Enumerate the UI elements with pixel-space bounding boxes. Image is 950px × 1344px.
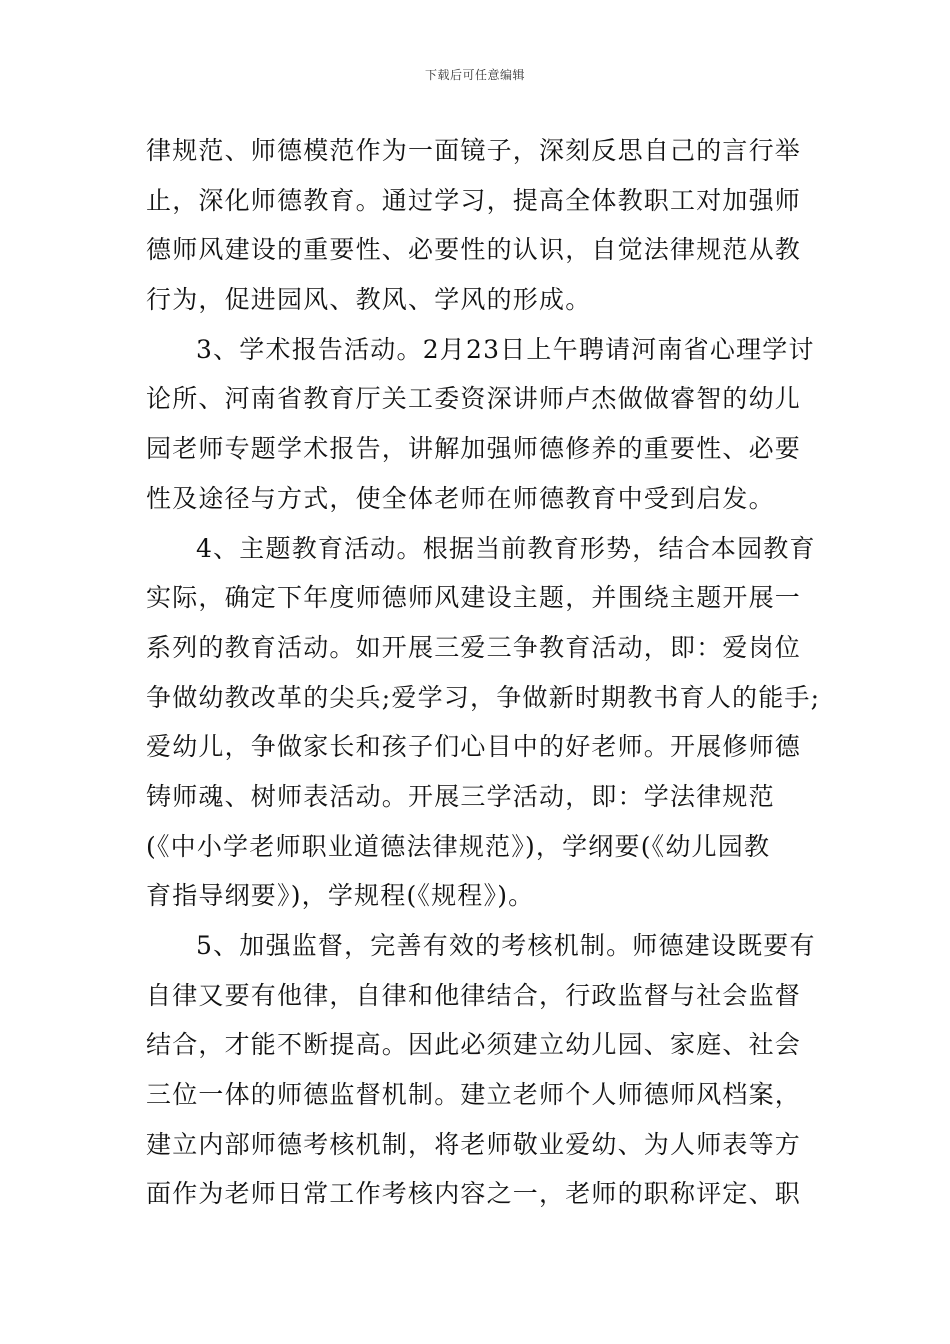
text-line: 建立内部师德考核机制，将老师敬业爱幼、为人师表等方 (146, 1129, 802, 1159)
text-line: 育指导纲要》)，学规程(《规程》)。 (146, 881, 535, 911)
body-text (146, 126, 826, 1219)
paragraph-start-line: 3、学术报告活动。2月23日上午聘请河南省心理学讨 (196, 334, 815, 364)
text-line: 爱幼儿，争做家长和孩子们心目中的好老师。开展修师德 (146, 732, 802, 762)
text-line: 性及途径与方式，使全体老师在师德教育中受到启发。 (146, 483, 775, 513)
text-line: 三位一体的师德监督机制。建立老师个人师德师风档案， (146, 1080, 802, 1110)
text-line: 铸师魂、树师表活动。开展三学活动，即：学法律规范 (146, 781, 775, 811)
text-line: 止，深化师德教育。通过学习，提高全体教职工对加强师 (146, 185, 802, 215)
text-line: 系列的教育活动。如开展三爱三争教育活动，即：爱岗位 (146, 632, 802, 662)
text-line: 面作为老师日常工作考核内容之一，老师的职称评定、职 (146, 1179, 802, 1209)
text-line: 结合，才能不断提高。因此必须建立幼儿园、家庭、社会 (146, 1030, 802, 1060)
text-line: 德师风建设的重要性、必要性的认识，自觉法律规范从教 (146, 235, 802, 265)
paragraph-start-line: 4、主题教育活动。根据当前教育形势，结合本园教育 (196, 533, 816, 563)
text-line: 自律又要有他律，自律和他律结合，行政监督与社会监督 (146, 980, 802, 1010)
paragraph-start-line: 5、加强监督，完善有效的考核机制。师德建设既要有 (196, 931, 816, 960)
text-line: 园老师专题学术报告，讲解加强师德修养的重要性、必要 (146, 434, 802, 464)
text-line: 论所、河南省教育厅关工委资深讲师卢杰做做睿智的幼儿 (146, 384, 802, 414)
text-line: (《中小学老师职业道德法律规范》)，学纲要(《幼儿园教 (146, 831, 771, 861)
text-line: 实际，确定下年度师德师风建设主题，并围绕主题开展一 (146, 583, 802, 613)
page-header: 下载后可任意编辑 (424, 68, 525, 82)
text-line: 争做幼教改革的尖兵;爱学习，争做新时期教书育人的能手; (146, 682, 821, 712)
text-line: 律规范、师德模范作为一面镜子，深刻反思自己的言行举 (146, 136, 802, 165)
text-line: 行为，促进园风、教风、学风的形成。 (146, 285, 592, 315)
